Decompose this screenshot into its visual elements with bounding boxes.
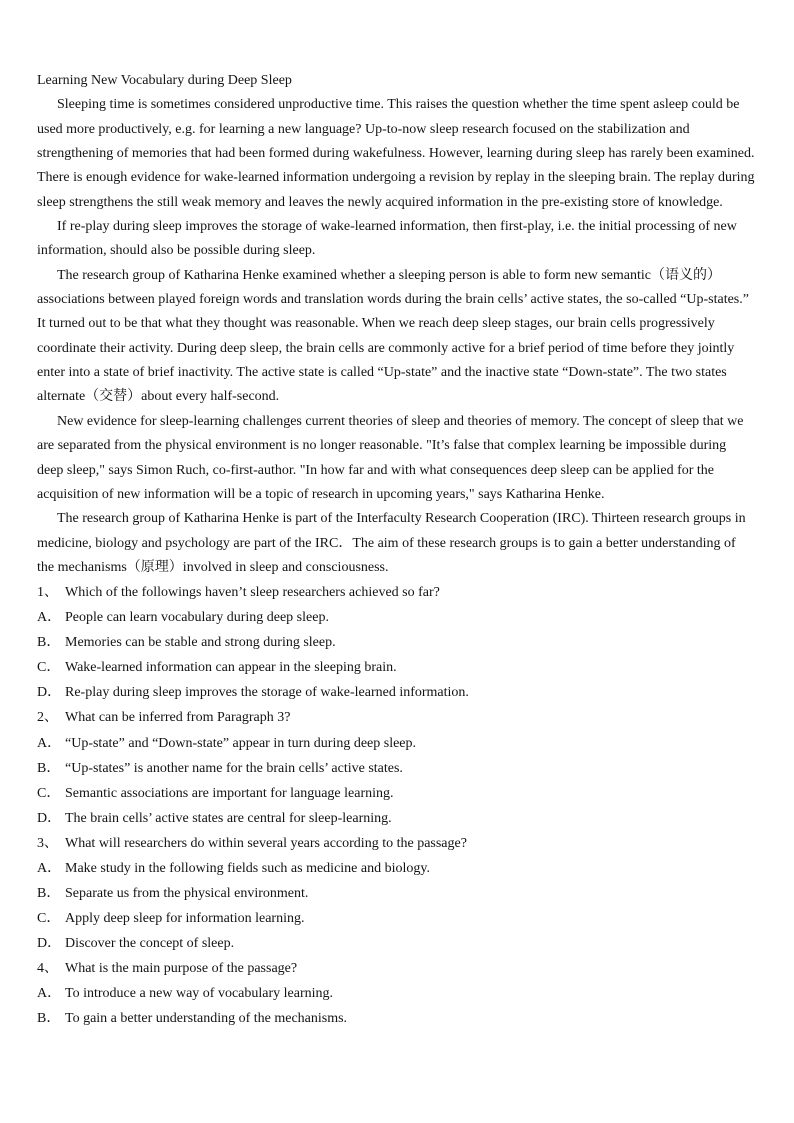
- question-number: 4、: [37, 960, 58, 976]
- option-line: [37, 881, 764, 906]
- passage-title: Learning New Vocabulary during Deep Sleep: [37, 73, 292, 88]
- option-text: Semantic associations are important for language learning.: [65, 785, 394, 801]
- paragraph-line: deep sleep," says Simon Ruch, co-first-author. "In how far and with what consequences deep sleep can be applied for the: [37, 462, 714, 478]
- option-text: The brain cells’ active states are central for sleep-learning.: [65, 810, 392, 826]
- question-number: 3、: [37, 835, 58, 851]
- paragraph-line: strengthening of memories that had been formed during wakefulness. However, learning during sleep has rarely been examined.: [37, 146, 755, 162]
- option-text: Re-play during sleep improves the storage of wake-learned information.: [65, 685, 469, 701]
- option-text: Apply deep sleep for information learning.: [65, 910, 305, 926]
- option-line: [37, 731, 764, 756]
- option-line: [37, 981, 764, 1006]
- paragraph-line: alternate（交替）about every half-second.: [37, 389, 280, 405]
- option-text: Make study in the following fields such as medicine and biology.: [65, 860, 430, 876]
- option-label: A．: [37, 735, 62, 751]
- option-text: Discover the concept of sleep.: [65, 935, 235, 951]
- option-label: B．: [37, 760, 61, 776]
- paragraph-line: The research group of Katharina Henke examined whether a sleeping person is able to form new semantic（语义的）: [57, 267, 721, 283]
- option-label: D．: [37, 935, 62, 951]
- option-label: D．: [37, 685, 62, 701]
- paragraph-line: are separated from the physical environment is no longer reasonable. "It’s false that complex learning be impossible during: [37, 438, 727, 454]
- option-line: [37, 856, 764, 881]
- option-line: [37, 756, 764, 781]
- option-label: C．: [37, 660, 61, 676]
- option-label: A．: [37, 985, 62, 1001]
- question-number: 1、: [37, 585, 58, 601]
- paragraph-line: If re-play during sleep improves the storage of wake-learned information, then first-play, i.e. the initial processing of new: [57, 219, 737, 235]
- option-line: [37, 906, 764, 931]
- question-text: What can be inferred from Paragraph 3?: [65, 710, 291, 726]
- option-label: C．: [37, 785, 61, 801]
- option-label: B．: [37, 1011, 61, 1027]
- paragraph-line: There is enough evidence for wake-learned information undergoing a revision by replay in the sleeping brain. The replay during: [37, 170, 755, 186]
- option-line: [37, 1006, 764, 1031]
- option-text: Memories can be stable and strong during sleep.: [65, 635, 336, 651]
- option-label: C．: [37, 910, 61, 926]
- option-text: Separate us from the physical environment.: [65, 885, 309, 901]
- paragraph-line: the mechanisms（原理）involved in sleep and consciousness.: [37, 559, 389, 575]
- option-text: To introduce a new way of vocabulary learning.: [65, 985, 334, 1001]
- paragraph-line: It turned out to be that what they thought was reasonable. When we reach deep sleep stages, our brain cells progressively: [37, 316, 715, 332]
- questions-section: [37, 580, 764, 1031]
- option-label: A．: [37, 610, 62, 626]
- option-line: [37, 655, 764, 680]
- question-line: [37, 580, 764, 605]
- option-label: A．: [37, 860, 62, 876]
- option-label: B．: [37, 635, 61, 651]
- option-text: “Up-state” and “Down-state” appear in turn during deep sleep.: [65, 735, 417, 751]
- question-text: Which of the followings haven’t sleep researchers achieved so far?: [65, 585, 440, 601]
- option-line: [37, 806, 764, 831]
- paragraph-line: medicine, biology and psychology are part of the IRC．The aim of these research groups is to gain a better understanding of: [37, 535, 736, 551]
- option-line: [37, 605, 764, 630]
- option-text: Wake-learned information can appear in the sleeping brain.: [65, 660, 397, 676]
- question-text: What will researchers do within several years according to the passage?: [65, 835, 467, 851]
- paragraph-line: coordinate their activity. During deep sleep, the brain cells are commonly active for a brief period of time before they jointly: [37, 340, 735, 356]
- option-line: [37, 630, 764, 655]
- question-text: What is the main purpose of the passage?: [65, 960, 298, 976]
- paragraph-line: The research group of Katharina Henke is part of the Interfaculty Research Cooperation (IRC). Thirteen research groups in: [57, 511, 746, 527]
- question-line: [37, 956, 764, 981]
- option-line: [37, 781, 764, 806]
- option-text: To gain a better understanding of the mechanisms.: [65, 1011, 348, 1027]
- paragraph-line: acquisition of new information will be a topic of research in upcoming years," says Katharina Henke.: [37, 486, 605, 502]
- question-line: [37, 705, 764, 730]
- option-line: [37, 680, 764, 705]
- paragraph-line: used more productively, e.g. for learning a new language? Up-to-now sleep research focused on the stabilization and: [37, 121, 690, 137]
- paragraph-line: information, should also be possible during sleep.: [37, 243, 316, 259]
- question-line: [37, 831, 764, 856]
- option-text: “Up-states” is another name for the brain cells’ active states.: [65, 760, 403, 776]
- option-label: D．: [37, 810, 62, 826]
- paragraph-line: New evidence for sleep-learning challenges current theories of sleep and theories of memory. The concept of sleep that we: [57, 413, 744, 429]
- option-label: B．: [37, 885, 61, 901]
- paragraph-line: enter into a state of brief inactivity. The active state is called “Up-state” and the inactive state “Down-state”. The two states: [37, 365, 727, 381]
- passage-body: [37, 93, 764, 580]
- option-line: [37, 931, 764, 956]
- paragraph-line: Sleeping time is sometimes considered unproductive time. This raises the question whether the time spent asleep could be: [57, 97, 740, 113]
- option-text: People can learn vocabulary during deep sleep.: [65, 610, 329, 626]
- paragraph-line: associations between played foreign words and translation words during the brain cells’ active states, the so-called “Up-states.”: [37, 292, 749, 308]
- question-number: 2、: [37, 710, 58, 726]
- paragraph-line: sleep strengthens the still weak memory and leaves the newly acquired information in the pre-existing store of knowledge.: [37, 194, 723, 210]
